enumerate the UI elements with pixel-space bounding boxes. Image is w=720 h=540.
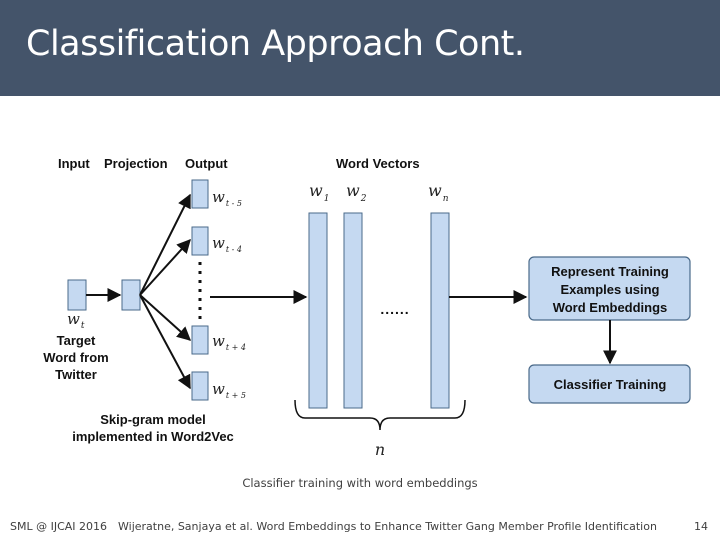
output-label-1: $w_{t - 5}$ <box>212 188 242 208</box>
output-node-1 <box>192 180 208 208</box>
arrow-to-output-4 <box>140 295 190 388</box>
output-node-2 <box>192 227 208 255</box>
header-projection: Projection <box>104 156 168 171</box>
box1-line3: Word Embeddings <box>552 300 668 315</box>
arrow-to-output-2 <box>140 240 190 295</box>
header-input: Input <box>58 156 90 171</box>
vector-label-n: $w_n$ <box>428 181 449 204</box>
box2-label: Classifier Training <box>553 377 667 392</box>
target-label-line1: Target <box>56 333 96 348</box>
input-node <box>68 280 86 310</box>
brace-label: n <box>374 440 386 459</box>
output-node-4 <box>192 372 208 400</box>
target-label-line2: Word from <box>43 350 109 365</box>
output-label-2: $w_{t - 4}$ <box>212 234 242 254</box>
figure-caption: Classifier training with word embeddings <box>242 476 478 490</box>
output-label-3: $w_{t + 4}$ <box>212 332 246 352</box>
page-number: 14 <box>694 520 708 533</box>
word-vector-n <box>431 213 449 408</box>
skipgram-label-line1: Skip-gram model <box>100 412 206 427</box>
arrow-to-output-1 <box>140 195 190 295</box>
footer-venue: SML @ IJCAI 2016 <box>10 520 108 533</box>
box1-line2: Examples using <box>560 282 660 297</box>
slide-title: Classification Approach Cont. <box>26 24 525 64</box>
target-label-line3: Twitter <box>55 367 97 382</box>
box1-line1: Represent Training <box>551 264 669 279</box>
header-word-vectors: Word Vectors <box>336 156 420 171</box>
skipgram-label-line2: implemented in Word2Vec <box>72 429 234 444</box>
vector-label-2: $w_2$ <box>346 181 367 204</box>
vector-ellipsis: ...... <box>380 301 410 317</box>
output-node-3 <box>192 326 208 354</box>
word-vector-1 <box>309 213 327 408</box>
output-label-4: $w_{t + 5}$ <box>212 380 246 400</box>
input-word-label: $w_t$ <box>67 310 85 331</box>
word-vector-2 <box>344 213 362 408</box>
vector-label-1: $w_1$ <box>309 181 330 204</box>
arrow-to-output-3 <box>140 295 190 340</box>
projection-node <box>122 280 140 310</box>
header-output: Output <box>185 156 228 171</box>
footer-citation: Wijeratne, Sanjaya et al. Word Embeddings to Enhance Twitter Gang Member Profile Identification <box>118 520 657 533</box>
